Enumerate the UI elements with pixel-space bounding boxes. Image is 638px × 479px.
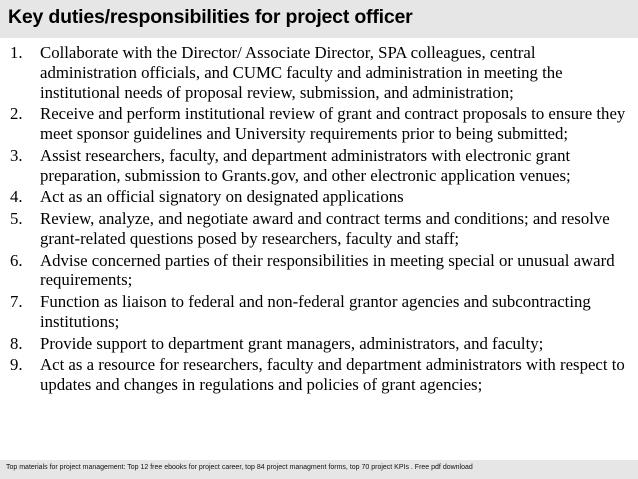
item-number: 4. [10,187,23,207]
list-item [10,251,628,291]
item-number: 2. [10,104,23,124]
item-text: Function as liaison to federal and non-federal grantor agencies and subcontracting institutions; [40,292,591,331]
item-number: 1. [10,43,23,62]
list-item [10,146,628,186]
footer-text: Top materials for project management: Top 12 free ebooks for project career, top 84 project managment forms, top 70 project KPIs . Free pdf download [6,464,473,471]
item-number: 7. [10,292,23,312]
item-text: Act as a resource for researchers, faculty and department administrators with respect to updates and changes in regulations and policies of grant agencies; [40,355,625,395]
item-text: Provide support to department grant managers, administrators, and faculty; [40,333,544,353]
item-text: Review, analyze, and negotiate award and contract terms and conditions; and resolve grant-related questions posed by researchers, faculty and staff; [40,209,610,248]
item-number: 6. [10,250,23,270]
list-item [10,292,628,332]
item-number: 5. [10,209,23,229]
duties-list [10,43,628,397]
list-item [10,104,628,144]
list-item [10,334,628,354]
list-item [10,355,628,395]
item-number: 3. [10,145,23,165]
list-item [10,209,628,249]
item-text: Receive and perform institutional review of grant and contract proposals to ensure they meet sponsor guidelines and University requirements prior to being submitted; [40,104,626,144]
list-item [10,187,628,207]
item-text: Act as an official signatory on designated applications [40,187,404,207]
list-item [10,43,628,102]
item-number: 8. [10,333,23,353]
item-text: Collaborate with the Director/ Associate Director, SPA colleagues, central administration officials, and CUMC faculty and administration in meeting the institutional needs of proposal review, submission, and administration; [40,43,563,102]
item-text: Advise concerned parties of their responsibilities in meeting special or unusual award requirements; [40,250,615,290]
page-title: Key duties/responsibilities for project officer [8,6,413,28]
item-text: Assist researchers, faculty, and department administrators with electronic grant preparation, submission to Grants.gov, and other electronic application venues; [40,145,571,185]
item-number: 9. [10,355,23,375]
